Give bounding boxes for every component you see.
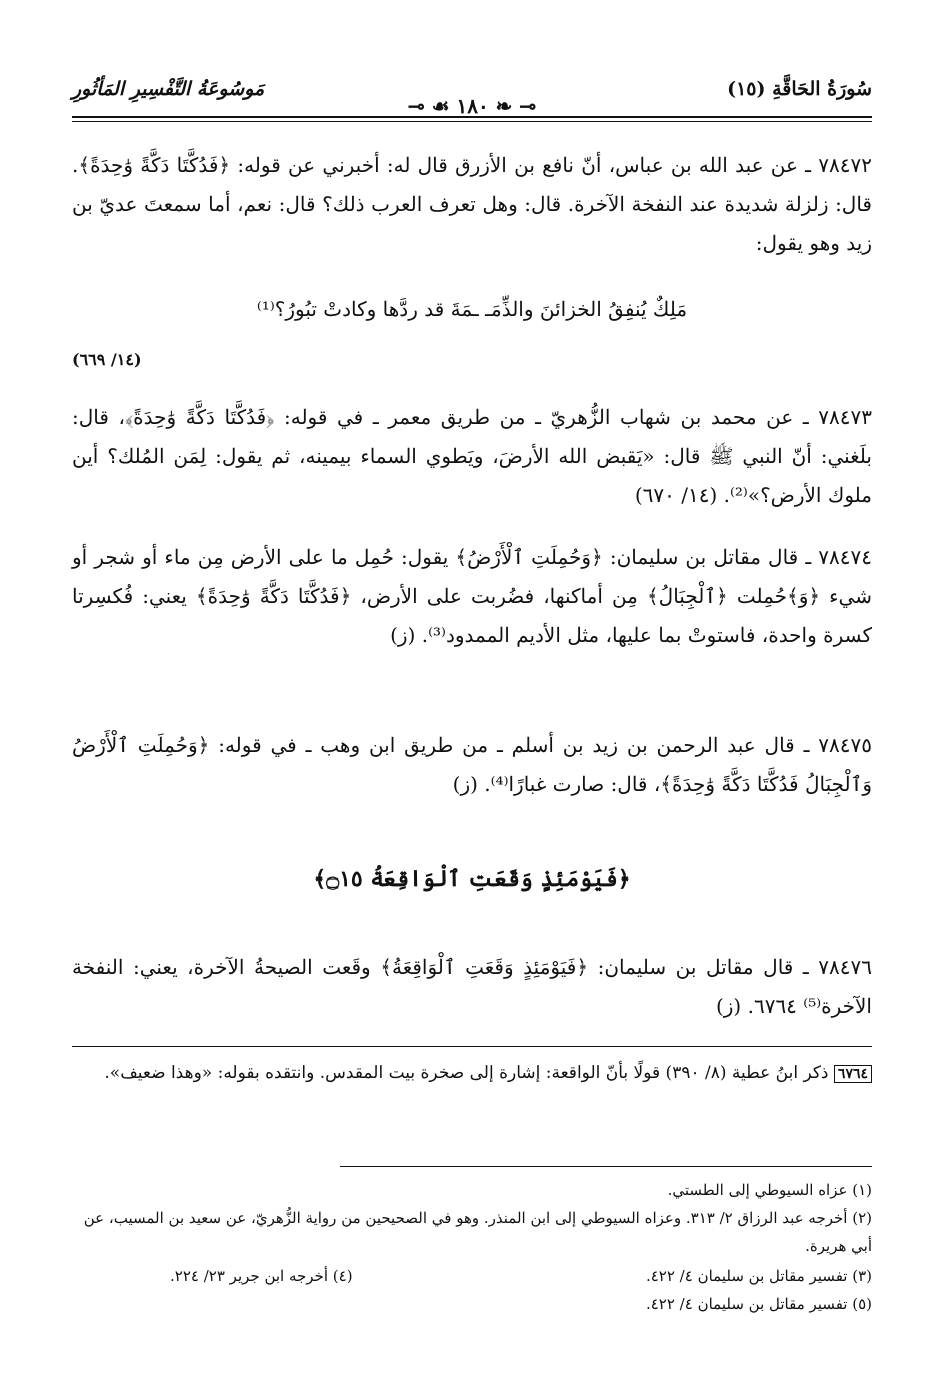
volume-reference: (١٤/ ٦٦٩) [72,350,142,369]
comment-separator [72,1046,872,1047]
ornament-icon: ☙ ⊸ [407,94,457,118]
footnote-2: (٢) أخرجه عبد الرزاق ٢/ ٣١٣. وعزاه السيوطي إلى ابن المنذر. وهو في الصحيحين من رواية الزُّهريّ، عن سعيد بن المسيب، عن أبي هريرة. [83,1209,872,1255]
entry-78476: ٧٨٤٧٦ ـ قال مقاتل بن سليمان: ﴿فَيَوْمَئِذٍ وَقَعَتِ ٱلْوَاقِعَةُ﴾ وقَعت الصيحةُ الآخرة، يعني: النفخة الآخرة⁽⁵⁾ ٦٧٦٤. (ز) [72,955,873,1018]
entry-78473: ٧٨٤٧٣ ـ عن محمد بن شهاب الزُّهريّ ـ من طريق معمر ـ في قوله: ﴿فَدُكَّتَا دَكَّةً وَٰحِدَةً﴾، قال: بلَغني: أنّ النبي ﷺ قال: «يَقبض الله الأرضَ، ويَطوي السماء بيمينه، ثم يقول: لِمَن المُلك؟ أين ملوك الأرض؟»⁽²⁾. (١٤/ ٦٧٠) [72,405,872,507]
footnote-1: (١) عزاه السيوطي إلى الطستي. [667,1181,872,1199]
footnote-4: (٤) أخرجه ابن جرير ٢٣/ ٢٢٤. [170,1267,353,1285]
footnote-rule [340,1166,872,1167]
comment-text: ذكر ابنُ عطية (٨/ ٣٩٠) قولًا بأنّ الواقعة: إشارة إلى صخرة بيت المقدس. وانتقده بقوله: «وهذا ضعيف». [104,1063,829,1083]
page-number: ١٨٠ [456,94,489,118]
encyclopedia-title: مَوسُوعَةُ التَّفْسِيرِ المَأثُورِ [72,78,265,100]
editor-comment [72,1054,872,1093]
comment-number-box: ٦٧٦٤ [834,1065,872,1083]
entry-78472: ٧٨٤٧٢ ـ عن عبد الله بن عباس، أنّ نافع بن الأزرق قال له: أخبرني عن قوله: ﴿فَدُكَّتَا دَكَّةً وَٰحِدَةً﴾. قال: زلزلة شديدة عند النفخة الآخرة. قال: وهل تعرف العرب ذلك؟ قال: نعم، أما سمعتَ عديّ بن زيد وهو يقول: [72,153,872,255]
entry-78475: ٧٨٤٧٥ ـ قال عبد الرحمن بن زيد بن أسلم ـ من طريق ابن وهب ـ في قوله: ﴿وَحُمِلَتِ ٱلْأَرْضُ وَٱلْجِبَالُ فَدُكَّتَا دَكَّةً وَٰحِدَةً﴾، قال: صارت غبارًا⁽⁴⁾. (ز) [72,733,872,796]
footnote-5: (٥) تفسير مقاتل بن سليمان ٤/ ٤٢٢. [645,1295,872,1313]
header-rule [72,116,872,118]
ayah-heading: ﴿فَيَوْمَئِذٍ وَقَعَتِ ٱلْوَاقِعَةُ ۝١٥﴾ [313,866,631,892]
running-header [72,66,872,116]
page-number-wrap [72,94,872,118]
poetry-verse: مَلِكٌ يُنفِقُ الخزائنَ والذِّمَـ ـمَةَ قد ردَّها وكادتْ تبُورُ؟⁽¹⁾ [256,297,688,321]
header-rule-thin [72,121,872,122]
footnote-3: (٣) تفسير مقاتل بن سليمان ٤/ ٤٢٢. [645,1267,872,1285]
ornament-icon: ⟜ ❧ [488,94,537,118]
entry-78474: ٧٨٤٧٤ ـ قال مقاتل بن سليمان: ﴿وَحُمِلَتِ ٱلْأَرْضُ﴾ يقول: حُمِل ما على الأرض مِن ماء أو شجر أو شيء ﴿وَ﴾حُمِلت ﴿ٱلْجِبَالُ﴾ مِن أماكنها، فضُربت على الأرض، ﴿فَدُكَّتَا دَكَّةً وَٰحِدَةً﴾ يعني: فُكسِرتا كسرة واحدة، فاستوتْ بما عليها، مثل الأديم الممدود⁽³⁾. (ز) [72,545,872,647]
surah-title: سُورَةُ الحَاقَّةِ (١٥) [727,78,872,100]
